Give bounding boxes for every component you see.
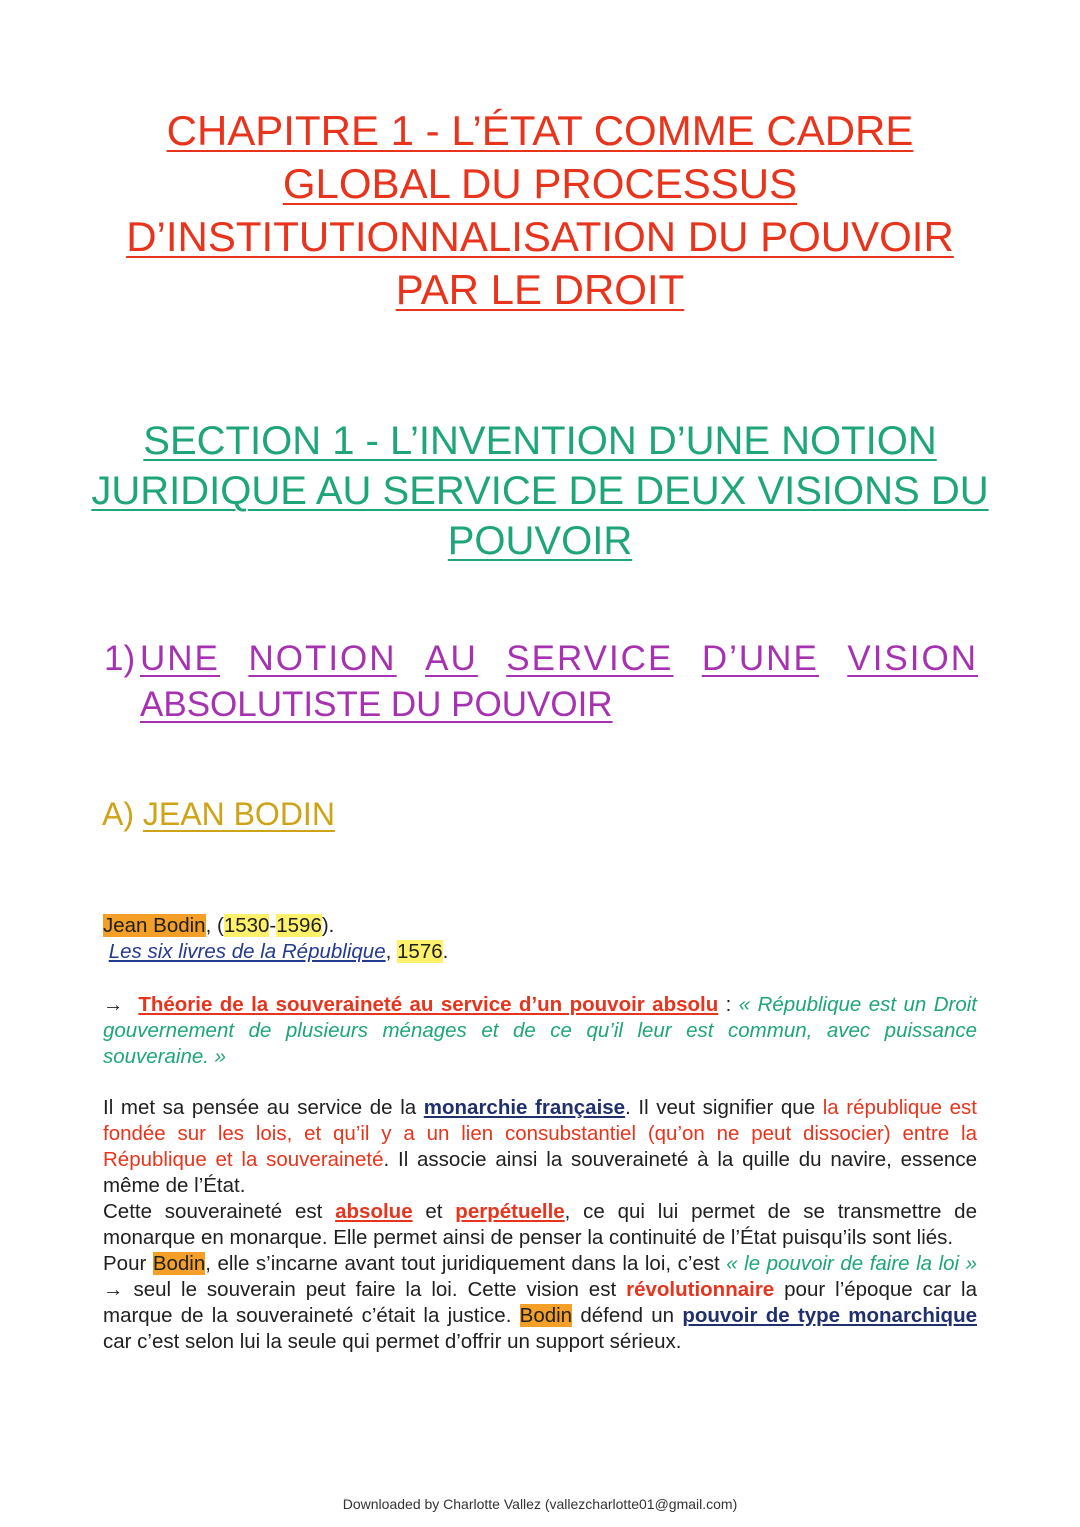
part-heading [104, 636, 978, 728]
keyword-bodin: Bodin [152, 1252, 206, 1275]
intro-block [103, 913, 977, 965]
text: Il met sa pensée au service de la [103, 1096, 424, 1119]
part-heading-line2: ABSOLUTISTE DU POUVOIR [140, 685, 613, 724]
text: . [442, 940, 449, 963]
section-title [90, 416, 990, 566]
chapter-title-line: D’INSTITUTIONNALISATION DU POUVOIR [126, 213, 954, 260]
book-line [103, 939, 977, 965]
text: Cette souveraineté est [103, 1200, 336, 1223]
author-name: Jean Bodin [103, 914, 206, 937]
keyword-perpetuelle: perpétuelle [455, 1200, 565, 1223]
part-word: VISION [847, 639, 978, 678]
chapter-title-line: PAR LE DROIT [395, 266, 685, 313]
text: . Il veut signifier que [625, 1096, 823, 1119]
text: et [412, 1200, 456, 1223]
section-title-line: POUVOIR [447, 519, 633, 563]
theory-quote: « République est un Droit gouvernement de plusieurs ménages et de ce qu’il leur est commun, avec puissance souveraine. » [103, 993, 977, 1068]
author-line [103, 913, 977, 939]
body-paragraph [103, 1095, 977, 1355]
download-footer: Downloaded by Charlotte Vallez (vallezcharlotte01@gmail.com) [342, 1496, 738, 1512]
text: , ( [205, 914, 224, 937]
theory-paragraph [103, 992, 977, 1070]
chapter-title-line: CHAPITRE 1 - L’ÉTAT COMME CADRE [166, 107, 914, 154]
subsection-letter: A) [102, 796, 134, 832]
quote-loi: « le pouvoir de faire la loi » [726, 1252, 978, 1275]
chapter-title [90, 104, 990, 316]
keyword-bodin: Bodin [519, 1304, 573, 1327]
text: , ce qui lui permet de se transmettre de monarque en monarque. Elle permet ainsi de penser la continuité de l’État puisqu’ils sont liés. [103, 1200, 977, 1249]
highlighted-statement: la république est fondée sur les lois, et qu’il y a un lien consubstantiel (qu’on ne peut dissocier) entre la République et la souveraineté [103, 1096, 977, 1171]
text: . Il associe ainsi la souveraineté à la quille du navire, essence même de l’État. [103, 1148, 977, 1197]
death-year: 1596 [276, 914, 322, 937]
part-word: SERVICE [506, 639, 674, 678]
arrow-icon: → [103, 1278, 134, 1301]
part-heading-line1 [140, 636, 978, 682]
part-word: NOTION [248, 639, 397, 678]
text: : [718, 993, 739, 1016]
text: , [385, 940, 398, 963]
keyword-absolue: absolue [335, 1200, 413, 1223]
theory-title: Théorie de la souveraineté au service d’un pouvoir absolu [138, 993, 719, 1016]
keyword-pouvoir-monarchique: pouvoir de type monarchique [682, 1304, 977, 1327]
part-word: D’UNE [701, 639, 819, 678]
arrow-icon: → [103, 993, 124, 1016]
text: défend un [572, 1304, 683, 1327]
section-title-line: SECTION 1 - L’INVENTION D’UNE NOTION [143, 419, 937, 463]
part-word: AU [425, 639, 478, 678]
text: Pour [103, 1252, 153, 1275]
part-number: 1) [104, 639, 136, 678]
section-title-line: JURIDIQUE AU SERVICE DE DEUX VISIONS DU [91, 469, 989, 513]
text: , elle s’incarne avant tout juridiquement dans la loi, c’est [205, 1252, 727, 1275]
chapter-title-line: GLOBAL DU PROCESSUS [282, 160, 798, 207]
birth-year: 1530 [223, 914, 270, 937]
text: car c’est selon lui la seule qui permet d’offrir un support sérieux. [103, 1330, 682, 1353]
text: - [269, 914, 277, 937]
subsection-title: JEAN BODIN [142, 796, 335, 832]
part-word: UNE [140, 639, 220, 678]
keyword-monarchie: monarchie française [423, 1096, 626, 1119]
text: seul le souverain peut faire la loi. Cette vision est [133, 1278, 627, 1301]
text: ). [321, 914, 335, 937]
book-title: Les six livres de la République [108, 940, 386, 963]
book-year: 1576 [397, 940, 443, 963]
text: pour l’époque car la marque de la souveraineté c’était la justice. [103, 1278, 977, 1327]
subsection-heading [102, 793, 335, 835]
keyword-revolutionnaire: révolutionnaire [626, 1278, 775, 1301]
